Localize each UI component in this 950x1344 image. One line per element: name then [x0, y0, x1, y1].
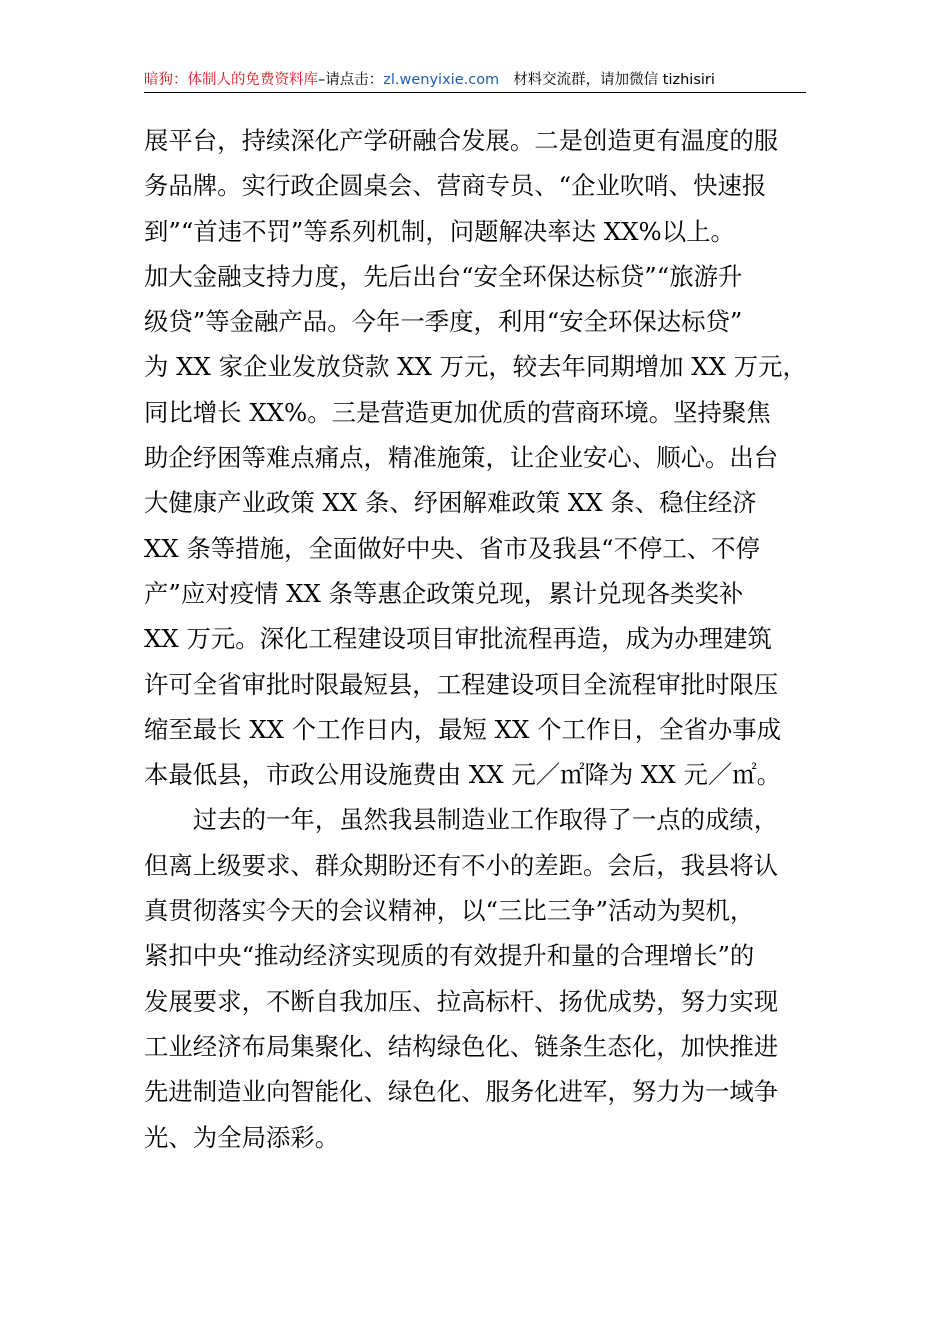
- text-line: 工业经济布局集聚化、结构绿色化、链条生态化，加快推进: [144, 1031, 779, 1061]
- text-line: 本最低县，市政公用设施费由 XX 元／㎡降为 XX 元／㎡。: [144, 760, 782, 790]
- text-line: 展平台，持续深化产学研融合发展。二是创造更有温度的服: [144, 126, 779, 155]
- text-line: 先进制造业向智能化、绿色化、服务化进军，努力为一域争: [144, 1077, 779, 1107]
- text-line: 产”应对疫情 XX 条等惠企政策兑现，累计兑现各类奖补: [144, 578, 744, 608]
- paragraph-1: [144, 118, 812, 797]
- text-line: 过去的一年，虽然我县制造业工作取得了一点的成绩，: [144, 805, 779, 835]
- page-header: [144, 68, 806, 93]
- text-line: XX 万元。深化工程建设项目审批流程再造，成为办理建筑: [144, 624, 772, 654]
- text-line: 光、为全局添彩。: [144, 1122, 340, 1152]
- text-line: 但离上级要求、群众期盼还有不小的差距。会后，我县将认: [144, 850, 779, 880]
- text-line: 务品牌。实行政企圆桌会、营商专员、“企业吹哨、快速报: [144, 171, 767, 201]
- text-line: 缩至最长 XX 个工作日内，最短 XX 个工作日，全省办事成: [144, 714, 782, 744]
- site-url-link[interactable]: zl.wenyixie.com: [383, 72, 500, 88]
- click-label: –请点击：: [318, 72, 384, 88]
- text-line: 助企纾困等难点痛点，精准施策，让企业安心、顺心。出台: [144, 443, 779, 473]
- text-line: 真贯彻落实今天的会议精神，以“三比三争”活动为契机，: [144, 896, 755, 926]
- text-line: 到”“首违不罚”等系列机制，问题解决率达 XX%以上。: [144, 216, 735, 246]
- text-line: 为 XX 家企业发放贷款 XX 万元，较去年同期增加 XX 万元，: [144, 352, 807, 382]
- text-line: 同比增长 XX%。三是营造更加优质的营商环境。坚持聚焦: [144, 397, 771, 427]
- text-line: XX 条等措施，全面做好中央、省市及我县“不停工、不停: [144, 533, 760, 563]
- site-label: 暗狗：体制人的免费资料库: [144, 72, 318, 88]
- text-line: 许可全省审批时限最短县，工程建设项目全流程审批时限压: [144, 669, 779, 699]
- text-line: 加大金融支持力度，先后出台“安全环保达标贷”“旅游升: [144, 261, 743, 291]
- group-label: 材料交流群，请加微信 tizhisiri: [513, 72, 715, 88]
- text-line: 级贷”等金融产品。今年一季度，利用“安全环保达标贷”: [144, 307, 743, 337]
- text-line: 大健康产业政策 XX 条、纾困解难政策 XX 条、稳住经济: [144, 488, 757, 518]
- text-line: 发展要求，不断自我加压、拉高标杆、扬优成势，努力实现: [144, 986, 779, 1016]
- document-body: [144, 118, 812, 1160]
- text-line: 紧扣中央“推动经济实现质的有效提升和量的合理增长”的: [144, 941, 755, 971]
- paragraph-2: [144, 797, 812, 1159]
